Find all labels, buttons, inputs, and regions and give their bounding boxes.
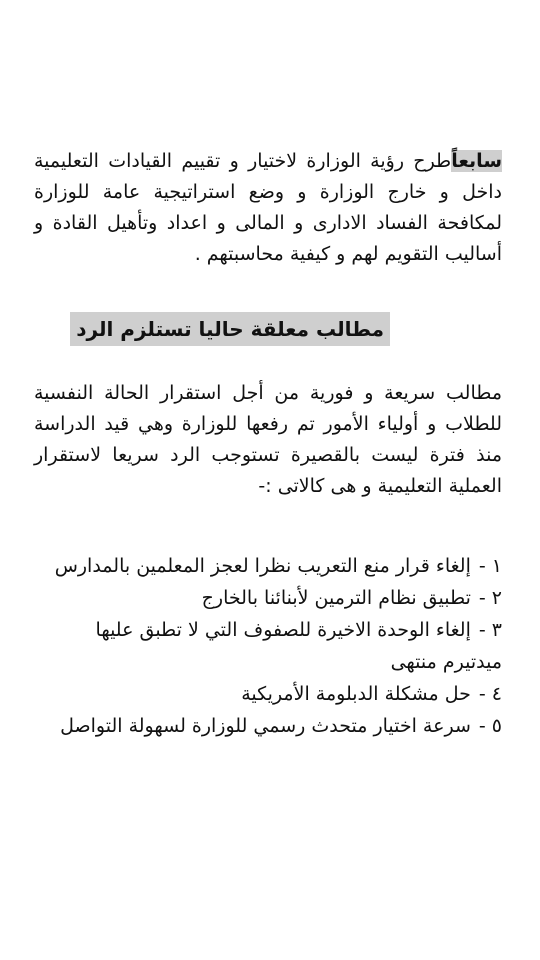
item-number: ٢ - bbox=[478, 587, 502, 609]
seventh-text: طرح رؤية الوزارة لاختيار و تقييم القيادات التعليمية داخل و خارج الوزارة و وضع استراتيجية عامة للوزارة لمكافحة الفساد الادارى و المالى و اعداد وتأهيل القادة و أساليب التقويم لهم و كيفية محاسبتهم . bbox=[34, 150, 502, 265]
item-text: إلغاء قرار منع التعريب نظرا لعجز المعلمين بالمدارس bbox=[54, 555, 471, 577]
list-item bbox=[34, 614, 502, 678]
item-text: سرعة اختيار متحدث رسمي للوزارة لسهولة التواصل bbox=[60, 715, 471, 737]
seventh-highlight: سابعاً bbox=[451, 150, 502, 172]
item-number: ٣ - bbox=[478, 619, 502, 641]
item-number: ٥ - bbox=[478, 715, 502, 737]
list-item bbox=[34, 678, 502, 710]
section-heading: مطالب معلقة حاليا تستلزم الرد bbox=[70, 312, 390, 346]
list-item bbox=[34, 710, 502, 742]
list-item bbox=[34, 582, 502, 614]
item-number: ٤ - bbox=[478, 683, 502, 705]
paragraph-seventh bbox=[34, 146, 502, 270]
item-text: تطبيق نظام الترمين لأبنائنا بالخارج bbox=[201, 587, 471, 609]
item-number: ١ - bbox=[478, 555, 502, 577]
item-text: إلغاء الوحدة الاخيرة للصفوف التي لا تطبق عليها ميدتيرم منتهى bbox=[95, 619, 502, 673]
paragraph-demands-intro: مطالب سريعة و فورية من أجل استقرار الحالة النفسية للطلاب و أولياء الأمور تم رفعها للوزارة وهي قيد الدراسة منذ فترة ليست بالقصيرة تستوجب الرد سريعا لاستقرار العملية التعليمية و هى كالاتى :- bbox=[34, 382, 502, 497]
list-item bbox=[34, 550, 502, 582]
demands-list bbox=[34, 550, 502, 742]
item-text: حل مشكلة الدبلومة الأمريكية bbox=[241, 683, 471, 705]
